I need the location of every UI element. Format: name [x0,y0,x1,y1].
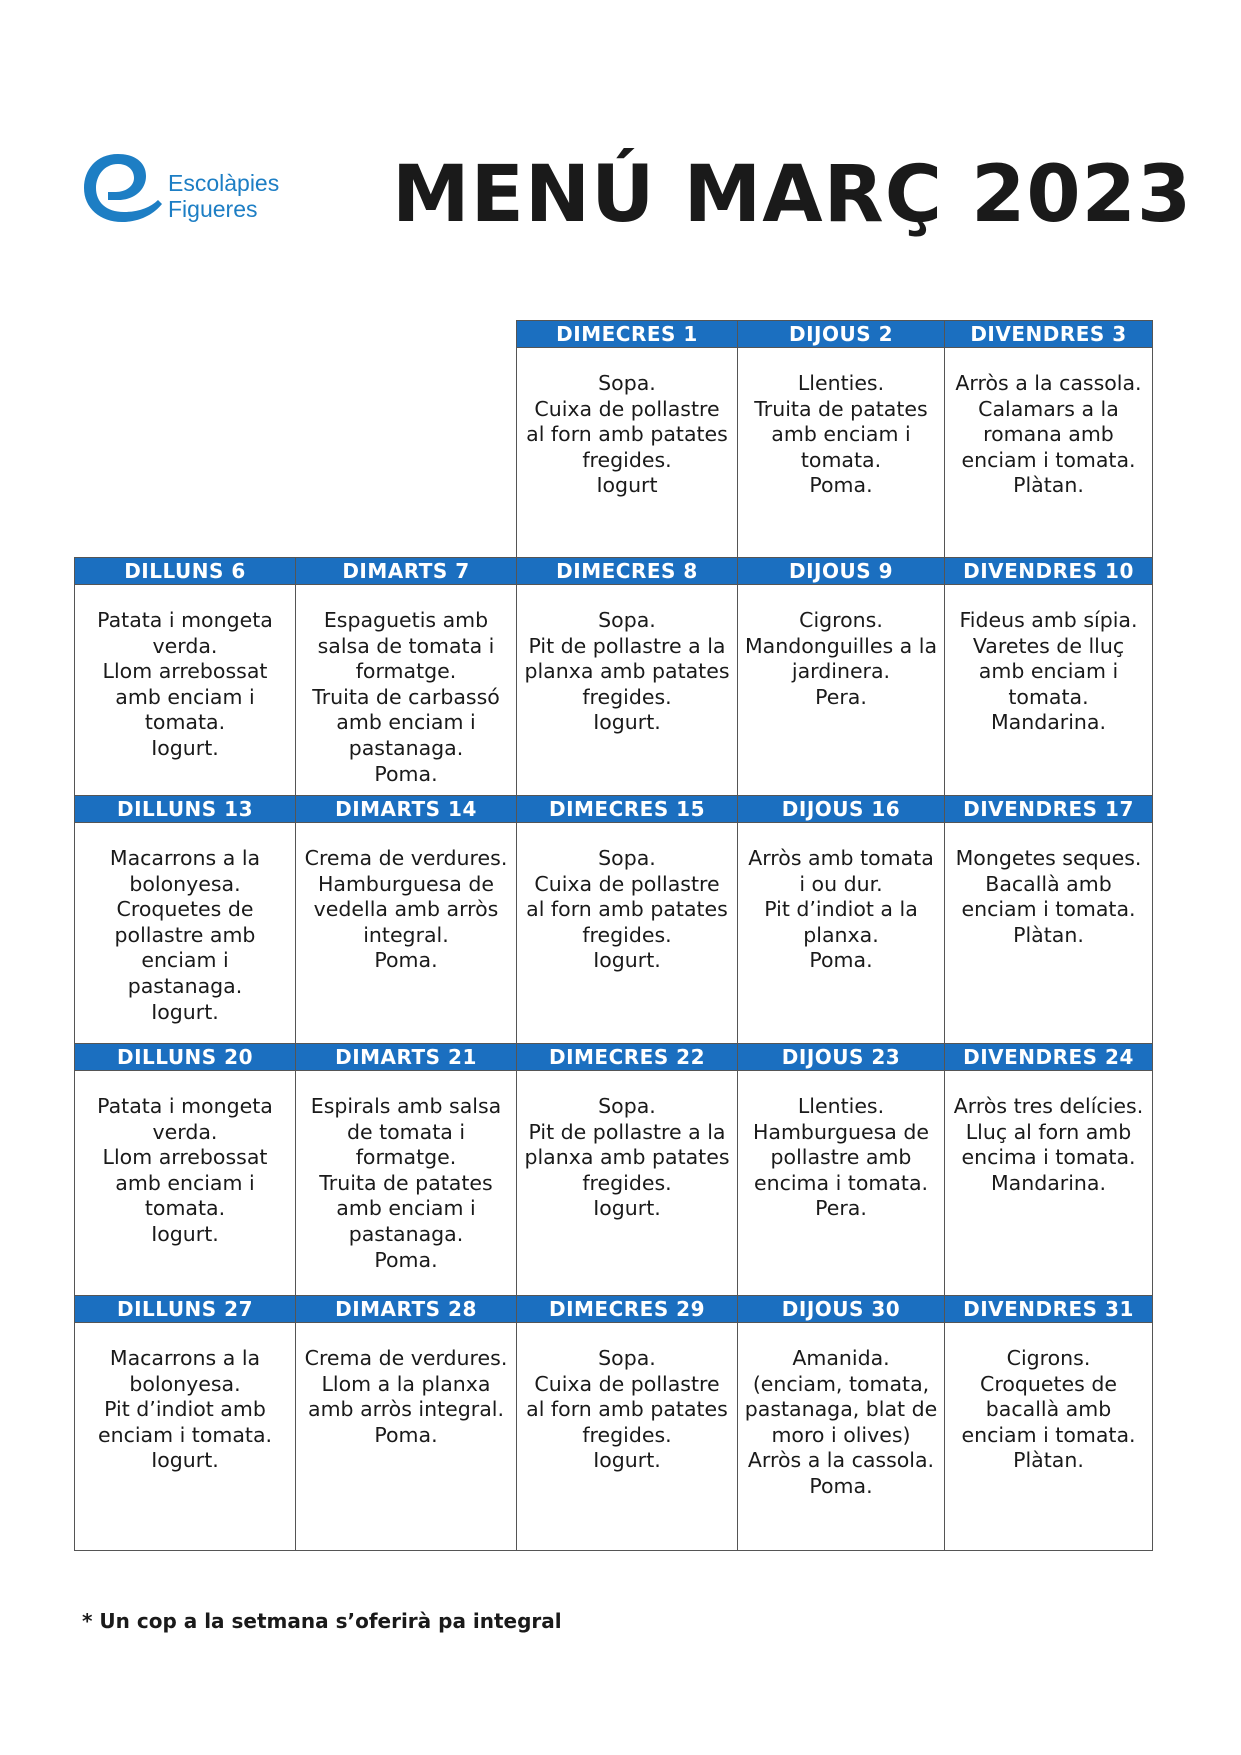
day-menu: Espaguetis amb salsa de tomata i formatge. Truita de carbassó amb enciam i pastanaga. Poma. [312,608,500,786]
day-cell [516,795,738,1044]
day-header: DIMARTS 28 [296,1296,516,1323]
day-cell [516,1043,738,1296]
day-menu: Macarrons a la bolonyesa. Pit d’indiot amb enciam i tomata. Iogurt. [97,1346,273,1473]
day-header: DIVENDRES 3 [945,321,1152,348]
day-cell [944,1043,1153,1296]
school-name [168,170,279,222]
day-cell [295,795,517,1044]
day-cell [944,1295,1153,1551]
page-title: MENÚ MARÇ 2023 [392,150,1193,240]
day-cell [944,795,1153,1044]
day-cell [74,1043,296,1296]
day-cell [295,1295,517,1551]
day-menu: Cigrons. Croquetes de bacallà amb enciam i tomata. Plàtan. [961,1346,1136,1473]
day-header: DIJOUS 2 [738,321,944,348]
day-header: DILLUNS 13 [75,796,295,823]
day-header: DIJOUS 30 [738,1296,944,1323]
day-menu: Sopa. Pit de pollastre a la planxa amb patates fregides. Iogurt. [524,608,730,735]
day-menu: Crema de verdures. Llom a la planxa amb arròs integral. Poma. [304,1346,508,1447]
day-cell [74,795,296,1044]
day-header: DIVENDRES 17 [945,796,1152,823]
day-menu: Cigrons. Mandonguilles a la jardinera. Pera. [744,608,938,709]
day-header: DIVENDRES 10 [945,558,1152,585]
day-menu: Llenties. Hamburguesa de pollastre amb encima i tomata. Pera. [752,1094,930,1221]
day-cell [737,1295,945,1551]
day-header: DIJOUS 9 [738,558,944,585]
day-header: DIVENDRES 24 [945,1044,1152,1071]
school-name-line1: Escolàpies [168,170,280,196]
day-menu: Sopa. Cuixa de pollastre al forn amb patates fregides. Iogurt. [526,846,728,973]
day-menu: Arròs a la cassola. Calamars a la romana amb enciam i tomata. Plàtan. [955,371,1142,498]
day-menu: Espirals amb salsa de tomata i formatge. Truita de patates amb enciam i pastanaga. Poma. [310,1094,502,1272]
day-menu: Sopa. Pit de pollastre a la planxa amb patates fregides. Iogurt. [524,1094,730,1221]
footnote: * Un cop a la setmana s’oferirà pa integral [82,1609,562,1633]
day-header: DILLUNS 6 [75,558,295,585]
day-menu: Patata i mongeta verda. Llom arrebossat amb enciam i tomata. Iogurt. [97,608,273,760]
day-menu: Mongetes seques. Bacallà amb enciam i tomata. Plàtan. [955,846,1142,947]
day-menu: Fideus amb sípia. Varetes de lluç amb enciam i tomata. Mandarina. [959,608,1138,735]
day-menu: Macarrons a la bolonyesa. Croquetes de pollastre amb enciam i pastanaga. Iogurt. [109,846,261,1024]
day-cell [516,1295,738,1551]
day-header: DIMECRES 15 [517,796,737,823]
day-header: DIVENDRES 31 [945,1296,1152,1323]
day-header: DIMECRES 8 [517,558,737,585]
day-cell [737,320,945,558]
day-cell [295,1043,517,1296]
day-cell [737,1043,945,1296]
day-cell [74,557,296,796]
day-cell [944,557,1153,796]
day-header: DIJOUS 16 [738,796,944,823]
day-menu: Sopa. Cuixa de pollastre al forn amb patates fregides. Iogurt [526,371,728,498]
day-menu: Crema de verdures. Hamburguesa de vedella amb arròs integral. Poma. [304,846,508,973]
day-menu: Sopa. Cuixa de pollastre al forn amb patates fregides. Iogurt. [526,1346,728,1473]
day-menu: Arròs tres delícies. Lluç al forn amb encima i tomata. Mandarina. [953,1094,1144,1195]
day-header: DIJOUS 23 [738,1044,944,1071]
day-menu: Patata i mongeta verda. Llom arrebossat amb enciam i tomata. Iogurt. [97,1094,273,1246]
day-header: DIMECRES 29 [517,1296,737,1323]
school-logo [78,146,278,236]
day-header: DIMARTS 7 [296,558,516,585]
day-cell [516,320,738,558]
school-name-line2: Figueres [168,196,258,222]
day-header: DILLUNS 27 [75,1296,295,1323]
day-header: DIMARTS 21 [296,1044,516,1071]
day-header: DIMECRES 1 [517,321,737,348]
day-header: DIMECRES 22 [517,1044,737,1071]
day-cell [737,557,945,796]
day-cell [295,557,517,796]
day-menu: Amanida. (enciam, tomata, pastanaga, blat de moro i olives) Arròs a la cassola. Poma. [744,1346,938,1498]
day-header: DILLUNS 20 [75,1044,295,1071]
day-cell [737,795,945,1044]
escolapies-logo-icon [78,146,168,232]
day-cell [944,320,1153,558]
day-menu: Llenties. Truita de patates amb enciam i tomata. Poma. [754,371,928,498]
day-cell [74,1295,296,1551]
day-menu: Arròs amb tomata i ou dur. Pit d’indiot a la planxa. Poma. [748,846,934,973]
day-header: DIMARTS 14 [296,796,516,823]
day-cell [516,557,738,796]
